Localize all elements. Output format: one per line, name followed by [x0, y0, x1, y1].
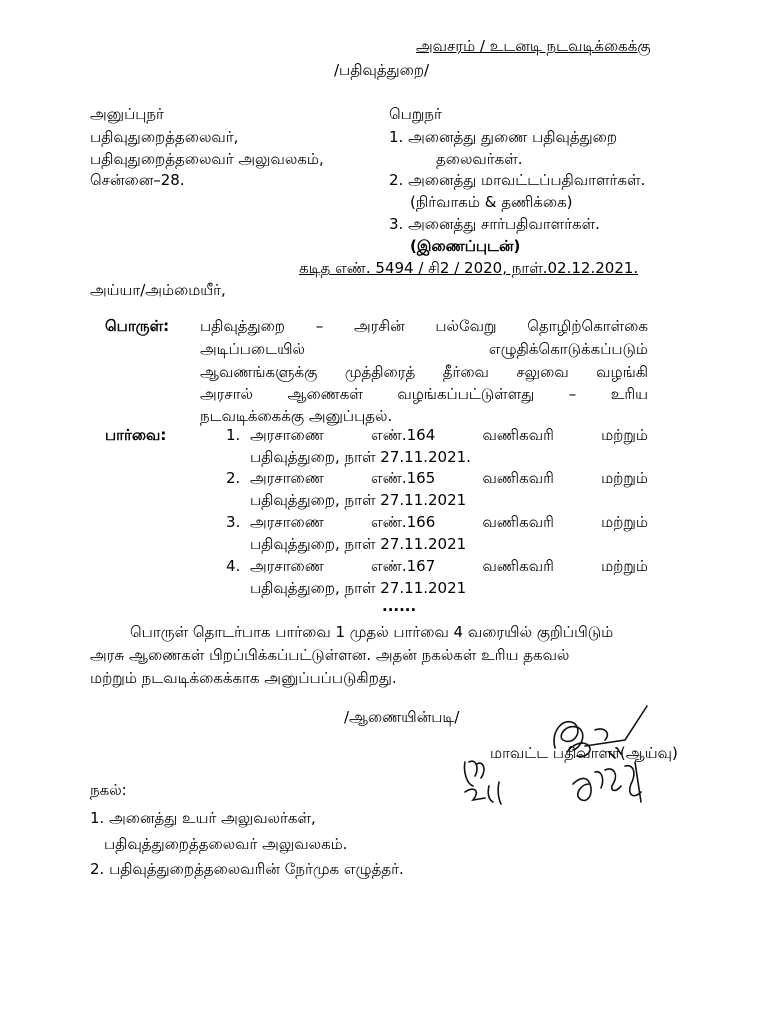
- subject-line: நடவடிக்கைக்கு அனுப்புதல்.: [200, 407, 393, 425]
- reference-word: மற்றும்: [601, 469, 648, 487]
- reference-date-line: பதிவுத்துறை, நாள் 27.11.2021.: [250, 448, 471, 466]
- subject-word: சலுவை: [516, 363, 569, 381]
- subject-word: அரசின்: [353, 317, 405, 335]
- recipient-line: தலைவர்கள்.: [436, 150, 523, 168]
- salutation: அய்யா/அம்மையீர்,: [90, 281, 226, 299]
- reference-number: 3.: [226, 513, 241, 531]
- reference-word: எண்.166: [371, 513, 436, 531]
- reference-date-line: பதிவுத்துறை, நாள் 27.11.2021: [250, 535, 467, 553]
- reference-word: அரசாணை: [250, 513, 324, 531]
- subject-word: வழங்கப்பட்டுள்ளது: [397, 385, 535, 403]
- reference-line: [250, 425, 648, 445]
- body-line: அரசு ஆணைகள் பிறப்பிக்கப்பட்டுள்ளன. அதன் நகல்கள் உரிய தகவல்: [90, 646, 570, 664]
- subject-word: பதிவுத்துறை: [200, 317, 285, 335]
- subject-word: –: [315, 317, 324, 335]
- subject-word: அரசால்: [200, 385, 254, 403]
- sender-line: பதிவுதுறைத்தலைவர் அலுவலகம்,: [90, 150, 324, 168]
- subject-word: வழங்கி: [596, 363, 648, 381]
- reference-word: அரசாணை: [250, 426, 324, 444]
- recipient-line: 1. அனைத்து துணை பதிவுத்துறை: [389, 128, 618, 146]
- reference-date-line: பதிவுத்துறை, நாள் 27.11.2021: [250, 491, 467, 509]
- reference-number: 4.: [226, 557, 241, 575]
- recipient-label: பெறுநர்: [389, 105, 442, 123]
- sender-line: பதிவுதுறைத்தலைவர்,: [90, 128, 239, 146]
- copy-line: பதிவுத்துறைத்தலைவர் அலுவலகம்.: [104, 835, 348, 853]
- reference-date-line: பதிவுத்துறை, நாள் 27.11.2021: [250, 579, 467, 597]
- subject-word: தீர்வை: [442, 363, 489, 381]
- reference-word: அரசாணை: [250, 469, 324, 487]
- reference-word: வணிகவரி: [482, 557, 554, 575]
- sender-line: சென்னை–28.: [90, 171, 185, 189]
- reference-word: எண்.164: [371, 426, 436, 444]
- handwritten-signature: [455, 700, 695, 820]
- subject-word: ஆவணங்களுக்கு: [200, 363, 318, 381]
- sender-label: அனுப்புநர்: [90, 105, 164, 123]
- reference-word: வணிகவரி: [482, 513, 554, 531]
- copy-line: 2. பதிவுத்துறைத்தலைவரின் நேர்முக எழுத்தர்.: [90, 860, 404, 878]
- reference-word: எண்.165: [371, 469, 436, 487]
- subject-word: பல்வேறு: [435, 317, 497, 335]
- reference-word: மற்றும்: [601, 557, 648, 575]
- recipient-line: 3. அனைத்து சார்பதிவாளர்கள்.: [389, 215, 600, 233]
- subject-line: [200, 316, 648, 336]
- copy-label: நகல்:: [90, 781, 127, 799]
- subject-word: அடிப்படையில்: [200, 340, 305, 358]
- reference-word: அரசாணை: [250, 557, 324, 575]
- recipient-line: 2. அனைத்து மாவட்டப்பதிவாளர்கள்.: [389, 171, 646, 189]
- body-line: பொருள் தொடர்பாக பார்வை 1 முதல் பார்வை 4 வரையில் குறிப்பிடும்: [130, 623, 614, 641]
- subject-word: ஆணைகள்: [287, 385, 363, 403]
- reference-word: வணிகவரி: [482, 469, 554, 487]
- reference-word: மற்றும்: [601, 513, 648, 531]
- reference-number: 1.: [226, 426, 241, 444]
- subject-word: எழுதிக்கொடுக்கப்படும்: [488, 340, 648, 358]
- subject-word: உரிய: [610, 385, 648, 403]
- recipient-line: (இணைப்புடன்): [410, 237, 521, 255]
- references-label: பார்வை:: [105, 426, 167, 444]
- separator-dots: ......: [382, 597, 417, 615]
- recipient-line: (நிர்வாகம் & தணிக்கை): [410, 193, 573, 211]
- subject-word: தொழிற்கொள்கை: [527, 317, 648, 335]
- subject-line: [200, 362, 648, 382]
- subject-line: [200, 339, 648, 359]
- reference-line: [250, 468, 648, 488]
- subject-label: பொருள்:: [105, 317, 170, 335]
- reference-word: வணிகவரி: [482, 426, 554, 444]
- copy-line: 1. அனைத்து உயர் அலுவலர்கள்,: [90, 809, 316, 827]
- urgency-note: அவசரம் / உடனடி நடவடிக்கைக்கு: [416, 37, 651, 55]
- letter-reference: கடித எண். 5494 / சி2 / 2020, நாள்.02.12.2021.: [299, 259, 639, 277]
- reference-word: மற்றும்: [601, 426, 648, 444]
- reference-number: 2.: [226, 469, 241, 487]
- reference-line: [250, 512, 648, 532]
- order-line: /ஆணையின்படி/: [344, 708, 460, 726]
- subject-word: முத்திரைத்: [344, 363, 416, 381]
- department-title: /பதிவுத்துறை/: [334, 61, 430, 79]
- signatory-title: மாவட்ட பதிவாளர்(ஆய்வு): [490, 744, 678, 762]
- subject-line: [200, 384, 648, 404]
- subject-word: –: [568, 385, 577, 403]
- body-line: மற்றும் நடவடிக்கைக்காக அனுப்பப்படுகிறது.: [90, 669, 397, 687]
- reference-word: எண்.167: [371, 557, 436, 575]
- reference-line: [250, 556, 648, 576]
